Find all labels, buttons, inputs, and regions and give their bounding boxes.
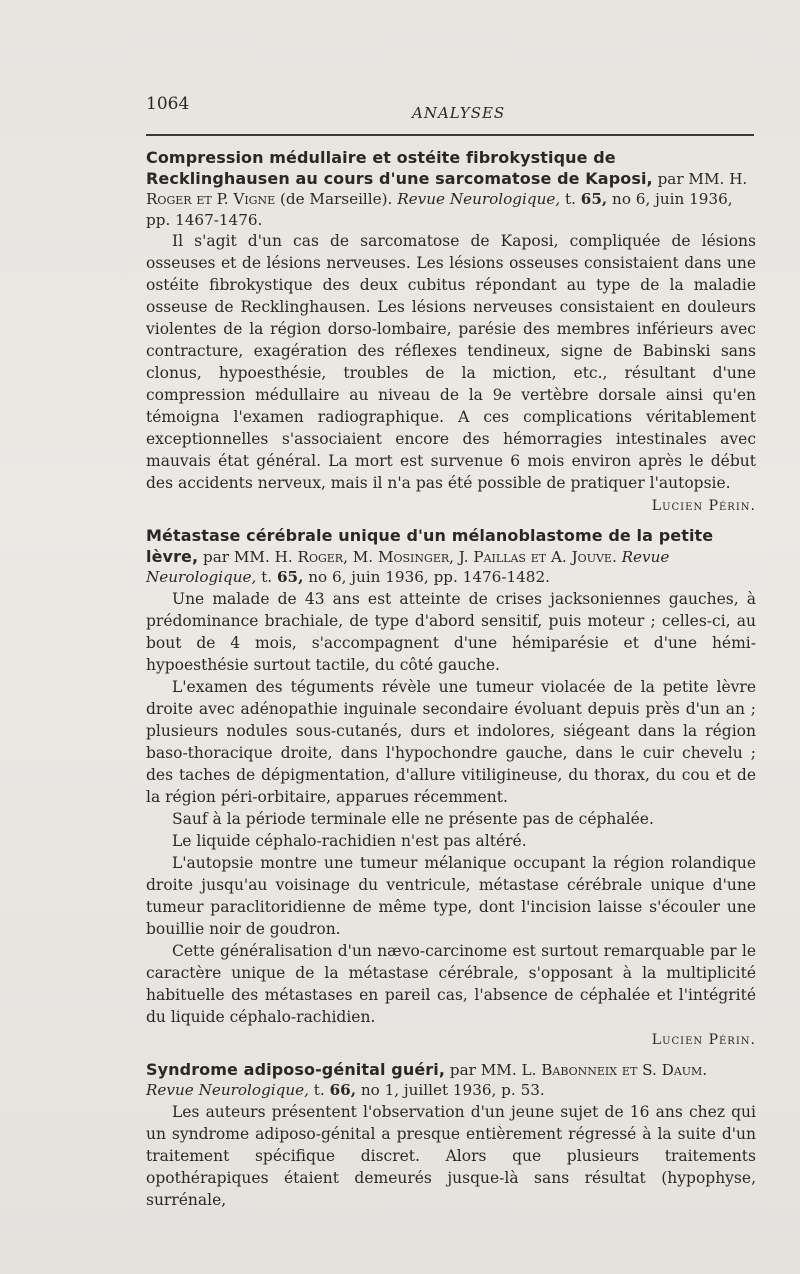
issue-details: no 1, juillet 1936, p. 53. bbox=[360, 1081, 545, 1099]
authors-prefix: par MM. bbox=[657, 169, 725, 188]
journal: Revue Neurologique, bbox=[146, 1081, 309, 1099]
article-heading bbox=[146, 148, 756, 230]
running-title: ANALYSES bbox=[412, 104, 506, 122]
paragraph: L'examen des téguments révèle une tumeur violacée de la petite lèvre droite avec adénopathie inguinale secondaire évoluant depuis près d'un an ; plusieurs nodules sous-cutanés, durs et indolores, siégeant dans la région baso-thoracique droite, dans l'hypochondre gauche, dans le cuir chevelu ; des taches de dépigmentation, d'allure vitiligineuse, du thorax, du cou et de la région péri-orbitaire, apparues récemment. bbox=[146, 677, 756, 806]
article-title: Compression médullaire et ostéite fibrokystique de Recklinghausen au cours d'une sarcomatose de Kaposi, bbox=[146, 148, 653, 188]
paragraph: Les auteurs présentent l'observation d'un jeune sujet de 16 ans chez qui un syndrome adiposo-génital a presque entièrement régressé à la suite d'un traitement spécifique discret. Alors que plusieurs traitements opothérapiques étaient demeurés jusque-là sans résultat (hypophyse, surrénale, bbox=[146, 1102, 756, 1209]
journal: Revue Neurologique, bbox=[146, 547, 670, 586]
paragraph: Sauf à la période terminale elle ne présente pas de céphalée. bbox=[172, 809, 654, 828]
paragraph: L'autopsie montre une tumeur mélanique occupant la région rolandique droite jusqu'au voisinage du ventricule, métastase cérébrale unique d'une tumeur paraclitoridienne de même type, dont l'incision laisse s'écouler une bouillie noir de goudron. bbox=[146, 853, 756, 938]
article bbox=[146, 148, 756, 516]
authors: H. Roger et P. Vigne bbox=[146, 169, 748, 208]
signature: Lucien Périn. bbox=[651, 1031, 756, 1048]
volume: 66, bbox=[329, 1081, 356, 1099]
paragraph: Il s'agit d'un cas de sarcomatose de Kaposi, compliquée de lésions osseuses et de lésions nerveuses. Les lésions osseuses consistaient dans une ostéite fibrokystique des deux cubitus répondant au type de la maladie osseuse de Recklinghausen. Les lésions nerveuses consistaient en douleurs violentes de la région dorso-lombaire, parésie des membres inférieurs avec contracture, exagération des réflexes tendineux, signe de Babinski sans clonus, hypoesthésie, troubles de la miction, etc., résultant d'une compression médullaire au niveau de la 9e vertèbre dorsale ainsi qu'en témoigna l'examen radiographique. A ces complications véritablement exceptionnelles s'associaient encore des hémorragies intestinales avec mauvais état général. La mort est survenue 6 mois environ après le début des accidents nerveux, mais il n'a pas été possible de pratiquer l'autopsie. bbox=[146, 232, 756, 492]
signature: Lucien Périn. bbox=[651, 498, 756, 514]
authors-prefix: par MM. bbox=[449, 1060, 517, 1079]
journal: Revue Neurologique, bbox=[397, 190, 561, 208]
page-number: 1064 bbox=[146, 94, 190, 114]
authors-prefix: par MM. bbox=[203, 547, 270, 566]
article-heading bbox=[146, 526, 756, 588]
authors: L. Babonneix et S. Daum. bbox=[521, 1060, 708, 1079]
article-heading bbox=[146, 1060, 756, 1101]
volume: 65, bbox=[276, 568, 304, 586]
paragraph: Le liquide céphalo-rachidien n'est pas altéré. bbox=[172, 831, 527, 850]
issue-details: no 6, juin 1936, pp. 1476-1482. bbox=[308, 568, 550, 586]
affiliation: (de Marseille). bbox=[279, 190, 393, 208]
authors: H. Roger, M. Mosinger, J. Paillas et A. Jouve. bbox=[274, 547, 617, 566]
content bbox=[146, 148, 756, 1221]
volume: 65, bbox=[580, 190, 608, 208]
volume-prefix: t. bbox=[565, 190, 576, 208]
paragraph: Une malade de 43 ans est atteinte de crises jacksoniennes gauches, à prédominance brachiale, de type d'abord sensitif, puis moteur ; celles-ci, au bout de 4 mois, s'accompagnent d'une hémiparésie et d'une hémi-hypoesthésie surtout tactile, du côté gauche. bbox=[146, 589, 756, 674]
header-rule bbox=[146, 134, 754, 136]
volume-prefix: t. bbox=[313, 1081, 325, 1099]
article bbox=[146, 1060, 756, 1211]
issue-details: no 6, juin 1936, pp. 1467-1476. bbox=[146, 190, 733, 229]
article-title: Métastase cérébrale unique d'un mélanoblastome de la petite lèvre, bbox=[146, 526, 714, 566]
volume-prefix: t. bbox=[261, 568, 273, 586]
article-title: Syndrome adiposo-génital guéri, bbox=[146, 1059, 446, 1079]
paragraph: Cette généralisation d'un nævo-carcinome est surtout remarquable par le caractère unique de la métastase cérébrale, s'opposant à la multiplicité habituelle des métastases en pareil cas, l'absence de céphalée et l'intégrité du liquide céphalo-rachidien. bbox=[146, 941, 756, 1026]
article bbox=[146, 526, 756, 1050]
